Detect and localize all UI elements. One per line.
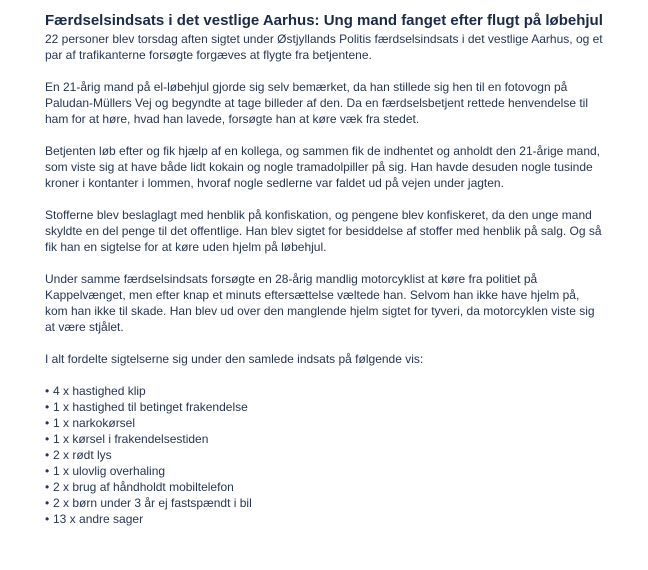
- article-title: Færdselsindsats i det vestlige Aarhus: Ung mand fanget efter flugt på løbehjul: [45, 12, 603, 29]
- list-item: [45, 399, 605, 415]
- article-paragraph: I alt fordelte sigtelserne sig under den samlede indsats på følgende vis:: [45, 352, 424, 366]
- list-item: [45, 431, 605, 447]
- list-item: [45, 463, 605, 479]
- list-item-text: 1 x ulovlig overhaling: [53, 464, 166, 478]
- list-item-text: 2 x børn under 3 år ej fastspændt i bil: [53, 496, 252, 510]
- bullet-icon: •: [45, 512, 50, 526]
- list-item-text: 1 x hastighed til betinget frakendelse: [53, 400, 248, 414]
- list-item-text: 2 x brug af håndholdt mobiltelefon: [53, 480, 234, 494]
- bullet-icon: •: [45, 384, 50, 398]
- list-item-text: 1 x narkokørsel: [53, 416, 136, 430]
- list-item-text: 13 x andre sager: [53, 512, 144, 526]
- bullet-icon: •: [45, 416, 50, 430]
- article: [45, 12, 605, 527]
- list-item-text: 2 x rødt lys: [53, 448, 112, 462]
- article-paragraph: En 21-årig mand på el-løbehjul gjorde sig selv bemærket, da han stillede sig hen til en fotovogn på Paludan-Müllers Vej og begyndte at tage billeder af den. Da en færdselsbetjent rettede henvendelse til ham for at høre, hvad han lavede, forsøgte han at køre væk fra stedet.: [45, 80, 589, 126]
- bullet-icon: •: [45, 464, 50, 478]
- article-paragraph: Stofferne blev beslaglagt med henblik på konfiskation, og pengene blev konfiskeret, da den unge mand skyldte en del penge til det offentlige. Han blev sigtet for besiddelse af stoffer med henblik på salg. Og så fik han en sigtelse for at køre uden hjelm på løbehjul.: [45, 208, 602, 254]
- list-item: [45, 495, 605, 511]
- charges-list: [45, 383, 605, 527]
- article-paragraph: 22 personer blev torsdag aften sigtet under Østjyllands Politis færdselsindsats i det vestlige Aarhus, og et par af trafikanterne forsøgte forgæves at flygte fra betjentene.: [45, 32, 603, 62]
- list-item-text: 1 x kørsel i frakendelsestiden: [53, 432, 209, 446]
- bullet-icon: •: [45, 400, 50, 414]
- list-item: [45, 415, 605, 431]
- list-item: [45, 447, 605, 463]
- bullet-icon: •: [45, 432, 50, 446]
- article-paragraph: Betjenten løb efter og fik hjælp af en kollega, og sammen fik de indhentet og anholdt den 21-årige mand, som viste sig at have både lidt kokain og nogle tramadolpiller på sig. Han havde desuden nogle tusinde kroner i kontanter i lommen, hvoraf nogle sedlerne var faldet ud på vejen under jagten.: [45, 144, 601, 190]
- list-item: [45, 383, 605, 399]
- list-item-text: 4 x hastighed klip: [53, 384, 146, 398]
- bullet-icon: •: [45, 480, 50, 494]
- bullet-icon: •: [45, 448, 50, 462]
- list-item: [45, 511, 605, 527]
- bullet-icon: •: [45, 496, 50, 510]
- article-paragraph: Under samme færdselsindsats forsøgte en 28-årig mandlig motorcyklist at køre fra politiet på Kappelvænget, men efter knap et minuts eftersættelse væltede han. Selvom han ikke have hjelm på, kom han ikke til skade. Han blev ud over den manglende hjelm sigtet for tyveri, da motorcyklen viste sig at være stjålet.: [45, 272, 595, 334]
- list-item: [45, 479, 605, 495]
